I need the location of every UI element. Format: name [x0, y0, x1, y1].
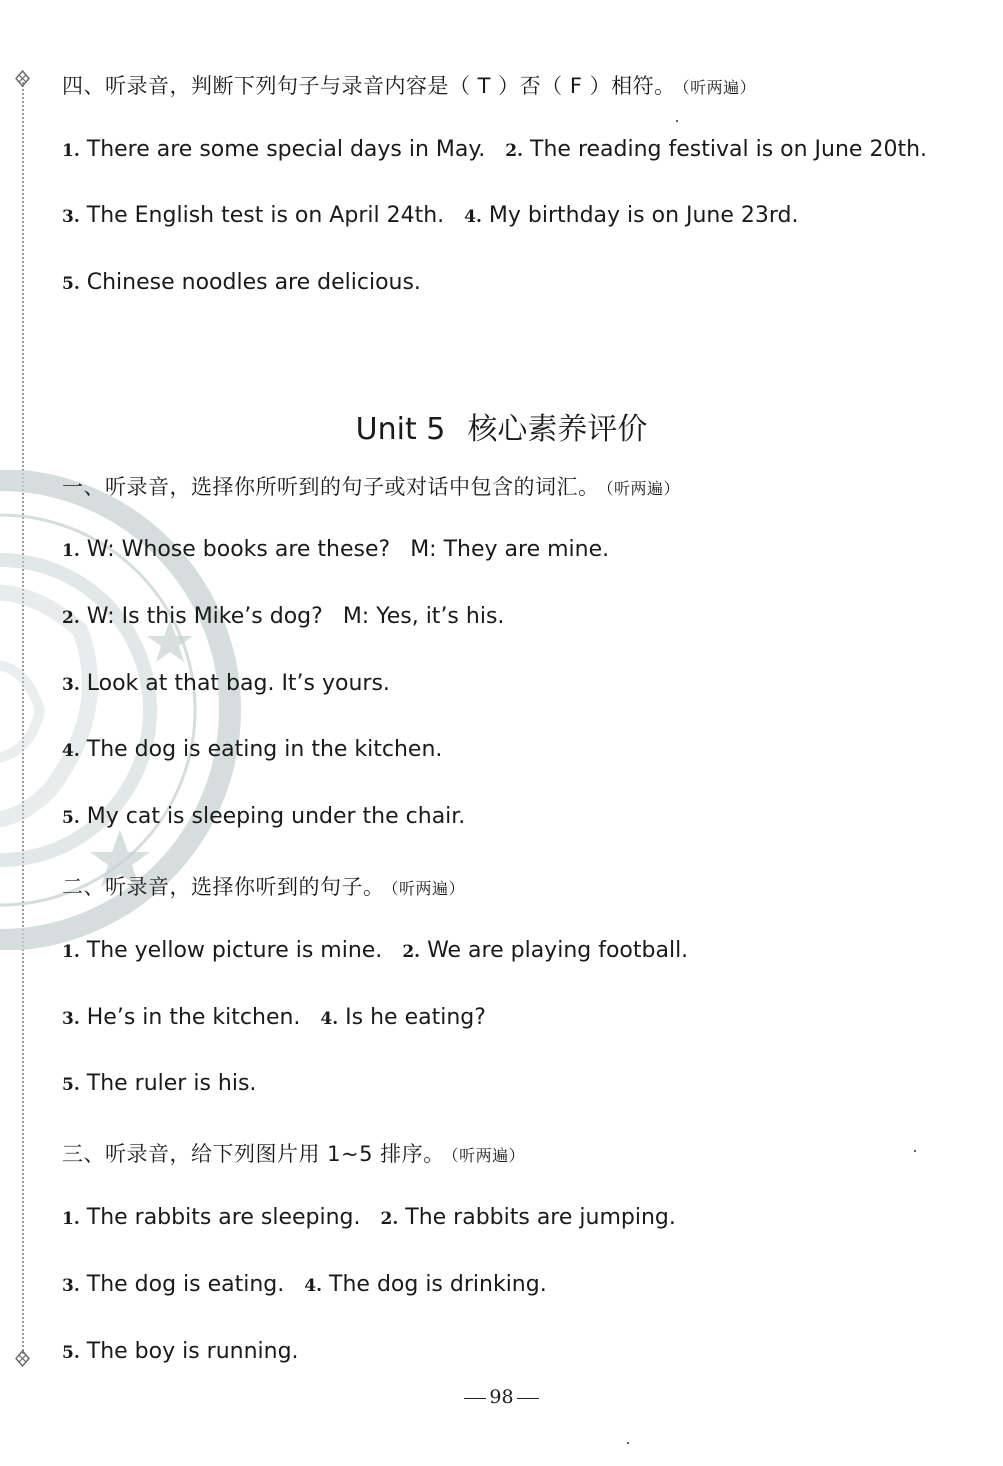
- list-item: [62, 1339, 299, 1364]
- item-sentence: The rabbits are jumping.: [405, 1205, 676, 1230]
- item-number: 5.: [62, 1343, 80, 1363]
- listen-twice-tag: （听两遍）: [450, 1146, 526, 1165]
- item-sentence: W: Whose books are these?: [86, 537, 391, 562]
- item-number: 1.: [62, 1209, 80, 1229]
- item-sentence: The ruler is his.: [86, 1071, 257, 1096]
- item-number: 3.: [62, 207, 80, 227]
- section-4-heading: [62, 70, 756, 100]
- list-item: [62, 1005, 486, 1030]
- item-number: 1.: [62, 141, 80, 161]
- item-sentence: The boy is running.: [86, 1339, 299, 1364]
- item-number: 2.: [62, 608, 80, 628]
- part-3-heading: [62, 1138, 525, 1168]
- part-2-heading-text: 二、听录音，选择你听到的句子。: [62, 875, 385, 899]
- listen-twice-tag: （听两遍）: [681, 78, 757, 97]
- knot-ornament-icon: [14, 70, 31, 87]
- item-sentence: My birthday is on June 23rd.: [488, 203, 799, 228]
- item-sentence: W: Is this Mike’s dog?: [86, 604, 323, 629]
- item-sentence: Is he eating?: [345, 1005, 486, 1030]
- knot-ornament-icon: [14, 1350, 31, 1367]
- item-sentence: Chinese noodles are delicious.: [86, 270, 421, 295]
- unit-title-cn: 核心素养评价: [467, 412, 648, 447]
- part-1-heading: [62, 471, 680, 501]
- item-number: 4.: [320, 1009, 339, 1029]
- item-sentence: M: Yes, it’s his.: [342, 604, 505, 629]
- item-sentence: M: They are mine.: [410, 537, 610, 562]
- item-sentence: Look at that bag. It’s yours.: [86, 671, 390, 696]
- list-item: [62, 737, 442, 762]
- list-item: [62, 137, 927, 162]
- list-item: [62, 804, 465, 829]
- item-sentence: There are some special days in May.: [86, 137, 486, 162]
- page-number: [0, 1386, 1003, 1408]
- item-sentence: The rabbits are sleeping.: [86, 1205, 361, 1230]
- item-sentence: The dog is eating in the kitchen.: [86, 737, 443, 762]
- listen-twice-tag: （听两遍）: [605, 479, 681, 498]
- list-item: [62, 938, 688, 963]
- item-number: 4.: [62, 741, 80, 761]
- page-number-value: 98: [489, 1386, 514, 1408]
- item-number: 5.: [62, 274, 80, 294]
- item-number: 5.: [62, 808, 80, 828]
- list-item: [62, 671, 390, 696]
- list-item: [62, 1071, 256, 1096]
- list-item: [62, 270, 421, 295]
- item-number: 4.: [304, 1276, 323, 1296]
- scan-speck: [676, 120, 678, 122]
- item-sentence: The English test is on April 24th.: [86, 203, 445, 228]
- scan-speck: [627, 1442, 629, 1444]
- item-sentence: He’s in the kitchen.: [86, 1005, 301, 1030]
- item-number: 4.: [464, 207, 482, 227]
- item-sentence: My cat is sleeping under the chair.: [86, 804, 466, 829]
- item-number: 5.: [62, 1075, 80, 1095]
- list-item: [62, 604, 504, 629]
- item-sentence: The yellow picture is mine.: [86, 938, 383, 963]
- item-number: 2.: [505, 141, 524, 161]
- list-item: [62, 537, 609, 562]
- item-number: 3.: [62, 675, 80, 695]
- part-2-heading: [62, 871, 465, 901]
- item-number: 3.: [62, 1276, 80, 1296]
- part-3-heading-text: 三、听录音，给下列图片用 1~5 排序。: [62, 1142, 445, 1166]
- item-sentence: The reading festival is on June 20th.: [530, 137, 928, 162]
- part-1-heading-text: 一、听录音，选择你所听到的句子或对话中包含的词汇。: [62, 475, 600, 499]
- item-sentence: We are playing football.: [427, 938, 689, 963]
- item-number: 2.: [380, 1209, 399, 1229]
- list-item: [62, 1205, 676, 1230]
- item-number: 3.: [62, 1009, 80, 1029]
- unit-title: [0, 404, 1003, 448]
- unit-title-en: Unit 5: [355, 412, 446, 447]
- item-number: 1.: [62, 541, 80, 561]
- scan-speck: [914, 1150, 916, 1152]
- item-number: 1.: [62, 942, 80, 962]
- list-item: [62, 203, 799, 228]
- item-number: 2.: [402, 942, 421, 962]
- section-4-heading-text: 四、听录音，判断下列句子与录音内容是（ T ）否（ F ）相符。: [62, 74, 676, 98]
- item-sentence: The dog is eating.: [86, 1272, 285, 1297]
- list-item: [62, 1272, 547, 1297]
- listen-twice-tag: （听两遍）: [390, 879, 466, 898]
- item-sentence: The dog is drinking.: [329, 1272, 547, 1297]
